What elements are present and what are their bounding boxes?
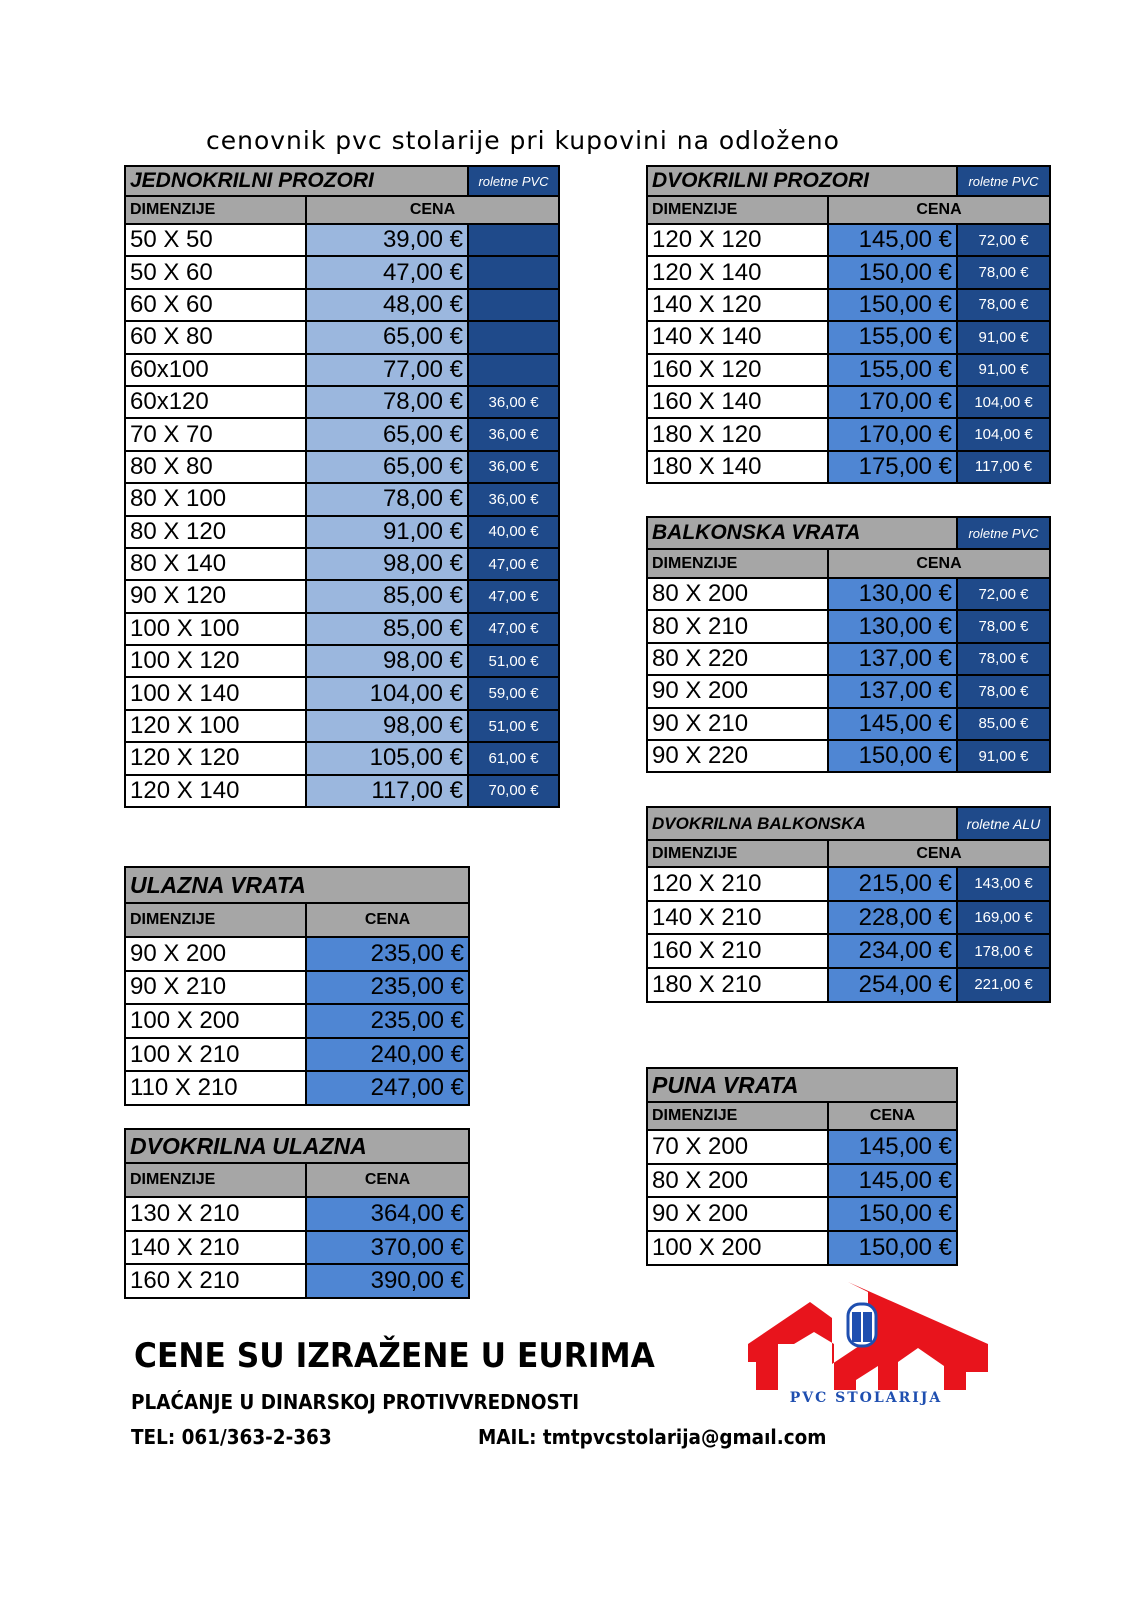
- dimenzije-header: DIMENZIJE: [647, 549, 828, 578]
- roletne-price-cell: 78,00 €: [957, 256, 1050, 288]
- table-title: ULAZNA VRATA: [125, 867, 469, 903]
- table-row: [125, 775, 559, 807]
- price-cell: 150,00 €: [828, 1197, 957, 1231]
- roletne-price-cell: 72,00 €: [957, 224, 1050, 256]
- roletne-price-cell: 85,00 €: [957, 708, 1050, 740]
- dimension-cell: 80 X 140: [125, 548, 306, 580]
- dimension-cell: 160 X 140: [647, 386, 828, 418]
- dimension-cell: 140 X 210: [647, 901, 828, 935]
- table-row: [125, 418, 559, 450]
- roletne-price-cell: 47,00 €: [468, 580, 559, 612]
- dimenzije-header: DIMENZIJE: [647, 196, 828, 224]
- dimension-cell: 130 X 210: [125, 1197, 306, 1231]
- dimension-cell: 90 X 200: [125, 937, 306, 971]
- dimension-cell: 80 X 100: [125, 483, 306, 515]
- roletne-price-cell: 221,00 €: [957, 968, 1050, 1002]
- price-cell: 235,00 €: [306, 971, 469, 1005]
- roletne-label: roletne PVC: [468, 166, 559, 196]
- table-row: [647, 1231, 957, 1265]
- table-row: [647, 256, 1050, 288]
- price-cell: 370,00 €: [306, 1231, 469, 1265]
- dimension-cell: 60 X 80: [125, 321, 306, 353]
- table-row: [647, 968, 1050, 1002]
- page-title: cenovnik pvc stolarije pri kupovini na odloženo: [206, 126, 840, 155]
- roletne-price-cell: 40,00 €: [468, 516, 559, 548]
- dimension-cell: 80 X 120: [125, 516, 306, 548]
- roletne-price-cell: 78,00 €: [957, 610, 1050, 642]
- dimension-cell: 100 X 100: [125, 613, 306, 645]
- dimension-cell: 70 X 200: [647, 1130, 828, 1164]
- table-row: [647, 289, 1050, 321]
- dimension-cell: 180 X 140: [647, 451, 828, 483]
- dimension-cell: 80 X 80: [125, 451, 306, 483]
- price-cell: 85,00 €: [306, 613, 468, 645]
- price-cell: 228,00 €: [828, 901, 957, 935]
- dimension-cell: 90 X 200: [647, 675, 828, 707]
- roletne-label: roletne PVC: [957, 517, 1050, 549]
- table-row: [125, 483, 559, 515]
- dimension-cell: 90 X 120: [125, 580, 306, 612]
- price-cell: 240,00 €: [306, 1038, 469, 1072]
- dimension-cell: 80 X 200: [647, 1164, 828, 1198]
- price-cell: 150,00 €: [828, 256, 957, 288]
- cena-header: CENA: [828, 196, 1050, 224]
- table-row: [647, 451, 1050, 483]
- table-title: BALKONSKA VRATA: [647, 517, 957, 549]
- price-cell: 170,00 €: [828, 386, 957, 418]
- dimension-cell: 100 X 210: [125, 1038, 306, 1072]
- cena-header: CENA: [828, 840, 1050, 867]
- email-address: MAIL: tmtpvcstolarija@gmaıl.com: [478, 1425, 827, 1449]
- price-cell: 130,00 €: [828, 578, 957, 610]
- roletne-price-cell: 78,00 €: [957, 643, 1050, 675]
- table-title: DVOKRILNI PROZORI: [647, 166, 957, 196]
- dimenzije-header: DIMENZIJE: [647, 840, 828, 867]
- price-cell: 78,00 €: [306, 483, 468, 515]
- dimension-cell: 180 X 210: [647, 968, 828, 1002]
- roletne-label: roletne PVC: [957, 166, 1050, 196]
- roletne-price-cell: 59,00 €: [468, 677, 559, 709]
- ulazna-vrata-table: [124, 866, 470, 1106]
- currency-note: CENE SU IZRAŽENE U EURIMA: [134, 1336, 655, 1376]
- table-row: [647, 610, 1050, 642]
- table-row: [647, 675, 1050, 707]
- dimension-cell: 120 X 120: [647, 224, 828, 256]
- price-cell: 145,00 €: [828, 708, 957, 740]
- price-cell: 145,00 €: [828, 1164, 957, 1198]
- dimension-cell: 60 X 60: [125, 289, 306, 321]
- table-row: [647, 354, 1050, 386]
- table-row: [647, 901, 1050, 935]
- puna-vrata-table: [646, 1067, 958, 1266]
- price-cell: 155,00 €: [828, 321, 957, 353]
- price-cell: 117,00 €: [306, 775, 468, 807]
- roletne-price-cell: 51,00 €: [468, 645, 559, 677]
- dimension-cell: 180 X 120: [647, 418, 828, 450]
- table-row: [647, 418, 1050, 450]
- dvokrilna-ulazna-table: [124, 1128, 470, 1299]
- price-cell: 247,00 €: [306, 1071, 469, 1105]
- table-row: [647, 1130, 957, 1164]
- balkonska-vrata-table: [646, 516, 1051, 773]
- table-row: [125, 742, 559, 774]
- roletne-price-cell: 169,00 €: [957, 901, 1050, 935]
- table-row: [647, 1164, 957, 1198]
- price-cell: 150,00 €: [828, 740, 957, 772]
- dimension-cell: 80 X 220: [647, 643, 828, 675]
- roletne-price-cell: 91,00 €: [957, 740, 1050, 772]
- roletne-price-cell: 117,00 €: [957, 451, 1050, 483]
- dimension-cell: 60x120: [125, 386, 306, 418]
- roletne-price-cell: 51,00 €: [468, 710, 559, 742]
- price-cell: 65,00 €: [306, 451, 468, 483]
- price-cell: 215,00 €: [828, 867, 957, 901]
- roletne-price-cell: 36,00 €: [468, 386, 559, 418]
- table-row: [125, 580, 559, 612]
- price-cell: 65,00 €: [306, 418, 468, 450]
- table-row: [125, 1264, 469, 1298]
- table-row: [647, 386, 1050, 418]
- dimension-cell: 90 X 210: [125, 971, 306, 1005]
- table-row: [125, 1071, 469, 1105]
- table-row: [125, 645, 559, 677]
- roletne-price-cell: [468, 321, 559, 353]
- roletne-price-cell: [468, 256, 559, 288]
- price-cell: 78,00 €: [306, 386, 468, 418]
- price-cell: 145,00 €: [828, 224, 957, 256]
- table-row: [125, 1038, 469, 1072]
- table-title: PUNA VRATA: [647, 1068, 957, 1102]
- dimension-cell: 160 X 120: [647, 354, 828, 386]
- price-cell: 150,00 €: [828, 289, 957, 321]
- price-cell: 170,00 €: [828, 418, 957, 450]
- dimenzije-header: DIMENZIJE: [125, 1163, 306, 1197]
- roletne-price-cell: 78,00 €: [957, 289, 1050, 321]
- dimension-cell: 100 X 200: [125, 1004, 306, 1038]
- cena-header: CENA: [828, 549, 1050, 578]
- table-row: [125, 289, 559, 321]
- dimension-cell: 160 X 210: [647, 934, 828, 968]
- dimension-cell: 120 X 140: [647, 256, 828, 288]
- cena-header: CENA: [306, 1163, 469, 1197]
- dimension-cell: 50 X 60: [125, 256, 306, 288]
- table-row: [125, 1197, 469, 1231]
- roletne-price-cell: 143,00 €: [957, 867, 1050, 901]
- price-cell: 145,00 €: [828, 1130, 957, 1164]
- dimenzije-header: DIMENZIJE: [647, 1102, 828, 1130]
- price-cell: 104,00 €: [306, 677, 468, 709]
- price-cell: 390,00 €: [306, 1264, 469, 1298]
- table-row: [125, 256, 559, 288]
- price-cell: 137,00 €: [828, 643, 957, 675]
- price-cell: 39,00 €: [306, 224, 468, 256]
- price-cell: 235,00 €: [306, 937, 469, 971]
- cena-header: CENA: [828, 1102, 957, 1130]
- roletne-price-cell: 78,00 €: [957, 675, 1050, 707]
- price-cell: 65,00 €: [306, 321, 468, 353]
- table-row: [125, 354, 559, 386]
- table-title: DVOKRILNA BALKONSKA: [647, 807, 957, 840]
- dimension-cell: 120 X 100: [125, 710, 306, 742]
- table-row: [125, 937, 469, 971]
- price-cell: 235,00 €: [306, 1004, 469, 1038]
- roletne-price-cell: 178,00 €: [957, 934, 1050, 968]
- table-row: [125, 971, 469, 1005]
- roletne-price-cell: 61,00 €: [468, 742, 559, 774]
- roletne-price-cell: 36,00 €: [468, 451, 559, 483]
- price-cell: 98,00 €: [306, 645, 468, 677]
- dimension-cell: 120 X 210: [647, 867, 828, 901]
- dimenzije-header: DIMENZIJE: [125, 196, 306, 224]
- table-row: [647, 934, 1050, 968]
- dvokrilna-balkonska-table: [646, 806, 1051, 1003]
- dimension-cell: 160 X 210: [125, 1264, 306, 1298]
- dimension-cell: 70 X 70: [125, 418, 306, 450]
- table-row: [647, 708, 1050, 740]
- roletne-price-cell: 36,00 €: [468, 483, 559, 515]
- cena-header: CENA: [306, 903, 469, 937]
- table-row: [647, 578, 1050, 610]
- table-row: [125, 1004, 469, 1038]
- cena-header: CENA: [306, 196, 559, 224]
- table-row: [125, 677, 559, 709]
- roletne-price-cell: 104,00 €: [957, 386, 1050, 418]
- dimension-cell: 50 X 50: [125, 224, 306, 256]
- table-row: [647, 1197, 957, 1231]
- roletne-price-cell: 47,00 €: [468, 613, 559, 645]
- roletne-price-cell: 36,00 €: [468, 418, 559, 450]
- price-cell: 98,00 €: [306, 710, 468, 742]
- jednokrilni-prozori-table: [124, 165, 560, 808]
- roletne-price-cell: 91,00 €: [957, 321, 1050, 353]
- price-cell: 137,00 €: [828, 675, 957, 707]
- table-row: [125, 548, 559, 580]
- dimension-cell: 60x100: [125, 354, 306, 386]
- roletne-price-cell: 47,00 €: [468, 548, 559, 580]
- logo-text: PVC STOLARIJA: [789, 1390, 943, 1406]
- table-row: [125, 224, 559, 256]
- roletne-price-cell: 70,00 €: [468, 775, 559, 807]
- dvokrilni-prozori-table: [646, 165, 1051, 484]
- table-row: [125, 613, 559, 645]
- roletne-label: roletne ALU: [957, 807, 1050, 840]
- dimension-cell: 80 X 210: [647, 610, 828, 642]
- roletne-price-cell: 72,00 €: [957, 578, 1050, 610]
- dimension-cell: 100 X 120: [125, 645, 306, 677]
- price-cell: 91,00 €: [306, 516, 468, 548]
- dimension-cell: 140 X 140: [647, 321, 828, 353]
- price-cell: 98,00 €: [306, 548, 468, 580]
- table-row: [647, 740, 1050, 772]
- dimension-cell: 90 X 200: [647, 1197, 828, 1231]
- dimension-cell: 100 X 140: [125, 677, 306, 709]
- dimension-cell: 90 X 220: [647, 740, 828, 772]
- table-row: [125, 710, 559, 742]
- dimension-cell: 140 X 120: [647, 289, 828, 321]
- dimenzije-header: DIMENZIJE: [125, 903, 306, 937]
- table-row: [647, 224, 1050, 256]
- price-cell: 47,00 €: [306, 256, 468, 288]
- table-row: [125, 386, 559, 418]
- price-cell: 175,00 €: [828, 451, 957, 483]
- dimension-cell: 110 X 210: [125, 1071, 306, 1105]
- table-row: [125, 1231, 469, 1265]
- price-cell: 155,00 €: [828, 354, 957, 386]
- roletne-price-cell: 91,00 €: [957, 354, 1050, 386]
- table-row: [125, 321, 559, 353]
- price-cell: 234,00 €: [828, 934, 957, 968]
- price-cell: 130,00 €: [828, 610, 957, 642]
- price-cell: 254,00 €: [828, 968, 957, 1002]
- dimension-cell: 80 X 200: [647, 578, 828, 610]
- dimension-cell: 140 X 210: [125, 1231, 306, 1265]
- table-title: JEDNOKRILNI PROZORI: [125, 166, 468, 196]
- dimension-cell: 90 X 210: [647, 708, 828, 740]
- price-cell: 85,00 €: [306, 580, 468, 612]
- payment-note: PLAĆANJE U DINARSKOJ PROTIVVREDNOSTI: [131, 1390, 580, 1414]
- table-title: DVOKRILNA ULAZNA: [125, 1129, 469, 1163]
- price-cell: 48,00 €: [306, 289, 468, 321]
- price-cell: 364,00 €: [306, 1197, 469, 1231]
- roletne-price-cell: [468, 224, 559, 256]
- roletne-price-cell: 104,00 €: [957, 418, 1050, 450]
- table-row: [647, 643, 1050, 675]
- phone-number: TEL: 061/363-2-363: [131, 1425, 332, 1449]
- table-row: [125, 516, 559, 548]
- dimension-cell: 100 X 200: [647, 1231, 828, 1265]
- table-row: [647, 321, 1050, 353]
- price-cell: 150,00 €: [828, 1231, 957, 1265]
- roletne-price-cell: [468, 354, 559, 386]
- price-cell: 105,00 €: [306, 742, 468, 774]
- dimension-cell: 120 X 120: [125, 742, 306, 774]
- price-cell: 77,00 €: [306, 354, 468, 386]
- table-row: [125, 451, 559, 483]
- dimension-cell: 120 X 140: [125, 775, 306, 807]
- table-row: [647, 867, 1050, 901]
- roletne-price-cell: [468, 289, 559, 321]
